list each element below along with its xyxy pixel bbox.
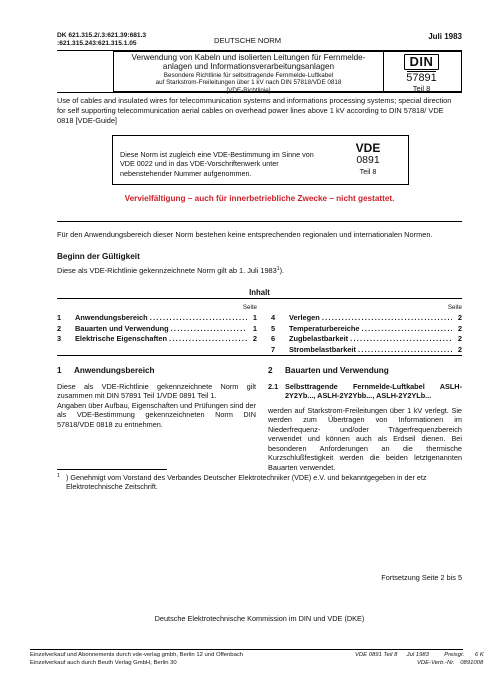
section-title: Anwendungsbereich: [74, 366, 155, 375]
title-line-5: [VDE-Richtlinie]: [226, 86, 271, 94]
reproduction-warning: Vervielfältigung – auch für innerbetriebliche Zwecke – nicht gestattet.: [124, 194, 395, 203]
toc-entry-number: 6: [271, 334, 276, 343]
sales-line-1: Einzelverkauf und Abonnements durch vde-verlag gmbh, Berlin 12 und Offenbach: [30, 652, 244, 658]
toc-entry-number: 7: [271, 344, 276, 354]
vde-label: VDE: [355, 141, 381, 155]
toc-entry[interactable]: [271, 345, 462, 356]
toc-entry-number: 4: [271, 313, 276, 322]
section-2-paragraph: werden auf Starkstrom-Freileitungen über 1 kV verlegt. Sie werden zum Übertragen von Informationen im Niederfrequenz- und/oder Trägerfrequenzbereich verwendet und können auch als Erdseil dienen. Bei besonderen Anforderungen an die thermische Kurzschlußfestigkeit werden die beiden letztgenannten Bauarten verwendet.: [268, 405, 462, 472]
validity-heading: Beginn der Gültigkeit: [57, 252, 140, 261]
title-line-3: Besondere Richtlinie für selbsttragende Fernmelde-Luftkabel: [163, 71, 334, 79]
toc-entry[interactable]: [271, 324, 462, 335]
toc-entry[interactable]: [271, 334, 462, 345]
toc-leader-dots: [350, 334, 452, 344]
din-part: Teil 8: [412, 84, 431, 94]
reference-date: Jul 1983: [406, 652, 429, 658]
toc-entry-number: 5: [271, 323, 276, 333]
toc-entry-page: 2: [457, 313, 462, 322]
toc-entry-title: Anwendungsbereich: [75, 313, 148, 322]
footnote: [57, 473, 462, 492]
toc-entry[interactable]: [57, 313, 257, 324]
section-1: [57, 366, 256, 429]
toc-entry-number: 1: [57, 313, 62, 322]
dk-line-2: :621.315.243:621.315.1.05: [57, 40, 137, 48]
din-logo: DIN: [404, 54, 440, 70]
toc-leader-dots: [150, 313, 247, 323]
sales-line-2: Einzelverkauf auch durch Beuth Verlag GmbH, Berlin 30: [30, 659, 177, 666]
warning-divider: [57, 221, 462, 222]
footnote-ref: 1: [276, 266, 280, 272]
section-number: 2: [268, 366, 273, 375]
toc-entry[interactable]: [57, 324, 257, 335]
din-number-box: [382, 52, 461, 94]
footnote-text: ) Genehmigt vom Vorstand des Verbandes Deutscher Elektrotechniker (VDE) e.V. und bekanntgegeben in der etz Elektrotechnische Zeitschrift.: [66, 473, 427, 492]
title-line-2: anlagen und Informationsverarbeitungsanlagen: [162, 62, 335, 72]
scope-statement: Für den Anwendungsbereich dieser Norm bestehen keine entsprechenden regionalen und internationalen Normen.: [57, 230, 433, 239]
toc-entry-title: Verlegen: [289, 313, 320, 322]
toc-entry-page: 1: [252, 323, 257, 333]
toc-page-label: Seite: [242, 304, 257, 311]
title-line-1: Verwendung von Kabeln und isolierten Leitungen für Fernmelde-: [131, 53, 366, 62]
title-box: [113, 51, 462, 92]
validity-sentence: Diese als VDE-Richtlinie gekennzeichnete Norm gilt ab 1. Juli 1983: [57, 266, 277, 275]
vde-box: [112, 135, 409, 185]
toc-divider: [57, 355, 462, 356]
toc-page-label: Seite: [447, 304, 462, 311]
vde-statement: Diese Norm ist zugleich eine VDE-Bestimmung im Sinne von VDE 0022 und in das VDE-Vorschriftenwerk unter nebenstehender Nummer aufgenommen.: [120, 150, 314, 178]
section-title: Bauarten und Verwendung: [285, 366, 389, 375]
toc-entry[interactable]: [57, 334, 257, 345]
vde-contract-value: 0891008: [460, 659, 484, 666]
toc-entry[interactable]: [271, 313, 462, 324]
toc-right-column: [271, 304, 462, 355]
toc-leader-dots: [322, 313, 452, 323]
header-row: [57, 32, 462, 52]
toc-leader-dots: [358, 345, 452, 355]
toc-entry-number: 2: [57, 323, 62, 333]
toc-entry-title: Strombelastbarkeit: [289, 344, 356, 354]
toc-entry-page: 2: [252, 334, 257, 343]
toc-left-column: [57, 304, 257, 345]
section-2-heading: [268, 366, 462, 377]
toc-entry-title: Zugbelastbarkeit: [289, 334, 349, 343]
vde-number-block: [338, 142, 398, 176]
toc-entry-title: Bauarten und Verwendung: [75, 323, 169, 333]
dk-line-1: DK 621.315.2/.3:621.39:681.3: [57, 32, 147, 39]
section-2: [268, 366, 462, 472]
toc-entry-page: 2: [457, 344, 462, 354]
toc-entry-number: 3: [57, 334, 62, 343]
title-block: [114, 52, 384, 94]
dk-classification: [57, 32, 146, 48]
continuation-note: Fortsetzung Seite 2 bis 5: [381, 573, 462, 582]
price-group-value: 6 K: [474, 652, 484, 658]
validity-end: ).: [279, 266, 285, 275]
english-title: Use of cables and insulated wires for telecommunication systems and informations processing systems; special direction for self supporting telecommunication aerial cables on overhead power lines above 1 kV according to DIN 57818/ VDE 0818 [VDE-Guide]: [57, 96, 452, 125]
din-number: 57891: [406, 71, 437, 84]
subsection-2-1-heading: [268, 382, 462, 401]
price-group-label: Preisgr.: [444, 652, 465, 658]
document-reference: [355, 652, 484, 668]
toc-entry-page: 2: [457, 323, 462, 333]
footnote-marker: [57, 473, 66, 492]
validity-text: [57, 266, 284, 276]
deutsche-norm-label: DEUTSCHE NORM: [214, 36, 282, 45]
subsection-title: Selbsttragende Fernmelde-Luftkabel ASLH-2Y2Yb..., ASLH-2Y2Ybb..., ASLH-2Y2YLb...: [285, 381, 462, 401]
commission-name: Deutsche Elektrotechnische Kommission im DIN und VDE (DKE): [154, 614, 365, 623]
vde-part: Teil 8: [359, 166, 377, 176]
section-1-paragraph-2: Angaben über Aufbau, Eigenschaften und Prüfungen sind der als VDE-Bestimmung gekennzeichneten Norm DIN 57818/VDE 0818 zu entnehmen.: [57, 400, 256, 429]
section-1-heading: [57, 366, 256, 377]
footer-divider: [30, 649, 463, 650]
vde-number: 0891: [356, 154, 380, 167]
section-number: 1: [57, 366, 62, 375]
title-divider: [57, 92, 462, 93]
issue-date: Juli 1983: [428, 32, 462, 41]
toc-entry-page: 1: [252, 313, 257, 322]
toc-entry-title: Temperaturbereiche: [289, 323, 360, 333]
footnote-number: 1: [57, 473, 60, 479]
title-line-4: auf Starkstrom-Freileitungen über 1 kV nach DIN 57818/VDE 0818: [155, 79, 342, 87]
toc-entry-page: 2: [457, 334, 462, 343]
sales-info: [30, 652, 243, 668]
reference-standard: VDE 0891 Teil 8: [355, 652, 398, 658]
toc-entry-title: Elektrische Eigenschaften: [75, 334, 168, 343]
vde-contract-label: VDE-Vertr.-Nr.: [417, 659, 455, 666]
footnote-divider: [57, 469, 167, 470]
toc-leader-dots: [362, 324, 452, 334]
section-1-paragraph-1: Diese als VDE-Richtlinie gekennzeichnete Norm gilt zusammen mit DIN 57891 Teil 1/VDE 0891 Teil 1.: [57, 381, 256, 401]
subsection-number: 2.1: [268, 381, 279, 391]
contents-heading: Inhalt: [249, 288, 270, 297]
toc-leader-dots: [171, 324, 247, 334]
contents-divider: [57, 298, 462, 299]
toc-leader-dots: [169, 334, 247, 344]
